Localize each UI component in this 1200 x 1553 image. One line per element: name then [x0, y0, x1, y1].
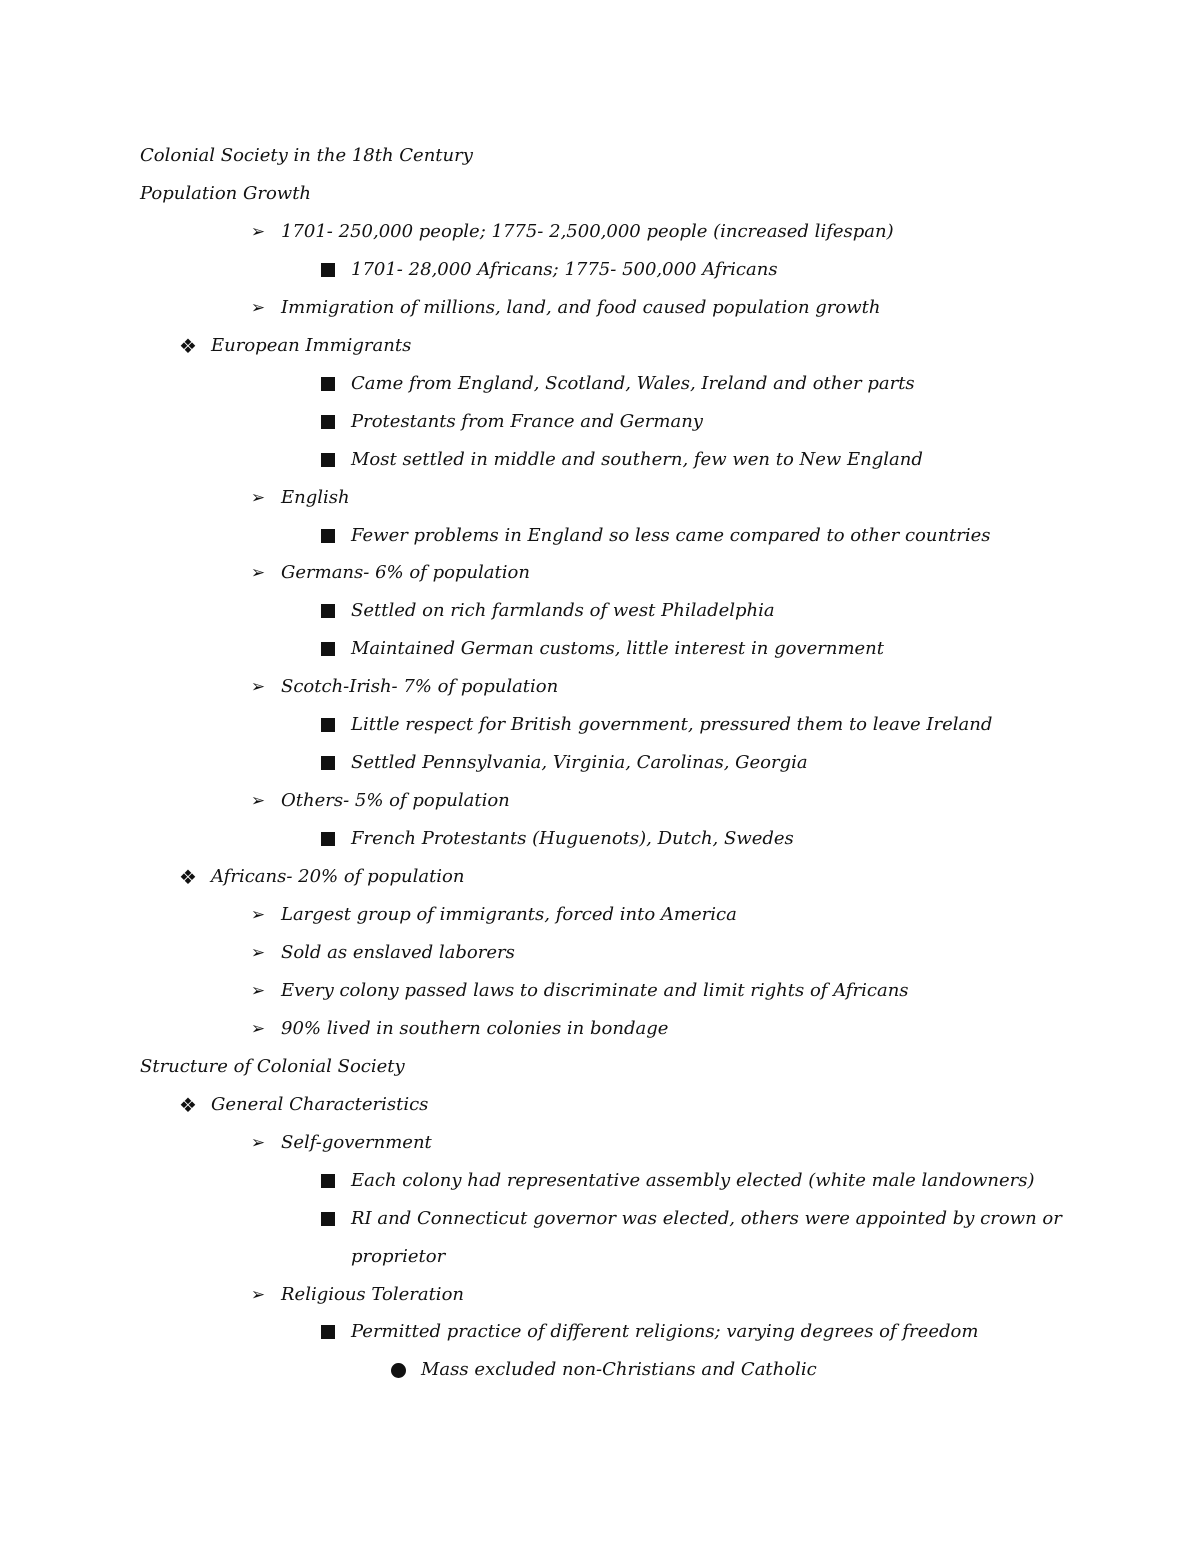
outline-text: European Immigrants [211, 334, 412, 356]
outline-line [0, 479, 1200, 517]
outline-text: English [281, 486, 350, 508]
outline-text: General Characteristics [211, 1093, 429, 1115]
outline-line [0, 441, 1200, 479]
square-bullet-icon [316, 1162, 340, 1200]
outline-text: Self-government [281, 1131, 432, 1153]
outline-line [0, 403, 1200, 441]
outline-line [0, 213, 1200, 251]
outline-text: Others- 5% of population [281, 790, 510, 812]
outline-line [0, 327, 1200, 365]
outline-line [0, 251, 1200, 289]
outline-line [0, 896, 1200, 934]
outline-text: Sold as enslaved laborers [281, 941, 515, 963]
outline-text: 1701- 28,000 Africans; 1775- 500,000 Africans [351, 258, 778, 280]
outline-line [0, 1200, 1200, 1238]
outline-text: French Protestants (Huguenots), Dutch, Swedes [351, 828, 794, 850]
square-bullet-icon [316, 441, 340, 479]
outline-text: Settled on rich farmlands of west Philadelphia [351, 600, 775, 622]
outline-text: Religious Toleration [281, 1283, 464, 1305]
outline-text: Colonial Society in the 18th Century [140, 145, 473, 166]
square-bullet-icon [316, 630, 340, 668]
outline-text: Each colony had representative assembly elected (white male landowners) [351, 1169, 1035, 1191]
diamond-bullet-icon: ❖ [179, 1092, 197, 1117]
arrow-bullet-icon: ➢ [250, 980, 266, 1001]
outline-text: Most settled in middle and southern, few wen to New England [351, 448, 923, 470]
outline-line [0, 858, 1200, 896]
outline-text: Little respect for British government, pressured them to leave Ireland [351, 714, 993, 736]
arrow-bullet-icon: ➢ [250, 221, 266, 242]
outline-text: Immigration of millions, land, and food caused population growth [281, 296, 881, 318]
outline-text: Every colony passed laws to discriminate and limit rights of Africans [281, 979, 909, 1001]
outline-line [0, 137, 1200, 175]
outline-text: RI and Connecticut governor was elected, others were appointed by crown or [351, 1207, 1062, 1229]
outline-text: 90% lived in southern colonies in bondage [281, 1017, 669, 1039]
square-bullet-icon [316, 1200, 340, 1238]
outline-text: 1701- 250,000 people; 1775- 2,500,000 people (increased lifespan) [281, 220, 894, 242]
square-bullet-icon [316, 1313, 340, 1351]
outline-line [0, 1238, 1200, 1276]
arrow-bullet-icon: ➢ [250, 677, 266, 698]
outline-text: Population Growth [140, 182, 312, 204]
outline-text: Protestants from France and Germany [351, 410, 703, 432]
outline-line [0, 365, 1200, 403]
outline-text: Africans- 20% of population [211, 866, 465, 888]
outline-line [0, 1086, 1200, 1124]
outline-line [0, 1276, 1200, 1314]
diamond-bullet-icon: ❖ [179, 333, 197, 358]
outline-line [0, 1010, 1200, 1048]
diamond-bullet-icon: ❖ [179, 865, 197, 890]
outline-line [0, 630, 1200, 668]
outline-text: Fewer problems in England so less came compared to other countries [351, 524, 991, 546]
outline-line [0, 289, 1200, 327]
square-bullet-icon [316, 706, 340, 744]
outline-line [0, 1351, 1200, 1389]
outline-line [0, 668, 1200, 706]
outline-text: proprietor [351, 1245, 446, 1267]
square-bullet-icon [316, 403, 340, 441]
square-bullet-icon [316, 820, 340, 858]
square-bullet-icon [316, 365, 340, 403]
outline-text: Came from England, Scotland, Wales, Ireland and other parts [351, 372, 915, 394]
outline-text: Scotch-Irish- 7% of population [281, 676, 559, 698]
outline-line [0, 1124, 1200, 1162]
circle-bullet-icon [386, 1351, 410, 1389]
outline-line [0, 517, 1200, 555]
outline-line [0, 934, 1200, 972]
outline-line [0, 972, 1200, 1010]
outline-line [0, 592, 1200, 630]
outline-text: Settled Pennsylvania, Virginia, Carolinas, Georgia [351, 752, 808, 774]
arrow-bullet-icon: ➢ [250, 942, 266, 963]
outline-line [0, 744, 1200, 782]
outline-text: Permitted practice of different religions; varying degrees of freedom [351, 1321, 979, 1343]
arrow-bullet-icon: ➢ [250, 1018, 266, 1039]
square-bullet-icon [316, 744, 340, 782]
outline-text: Maintained German customs, little interest in government [351, 638, 884, 660]
square-bullet-icon [316, 592, 340, 630]
outline-text: Mass excluded non-Christians and Catholic [421, 1359, 817, 1381]
square-bullet-icon [316, 251, 340, 289]
arrow-bullet-icon: ➢ [250, 791, 266, 812]
outline-text: Germans- 6% of population [281, 562, 530, 584]
outline-line [0, 554, 1200, 592]
arrow-bullet-icon: ➢ [250, 1284, 266, 1305]
square-bullet-icon [316, 517, 340, 555]
outline-line [0, 820, 1200, 858]
arrow-bullet-icon: ➢ [250, 297, 266, 318]
outline-line [0, 1162, 1200, 1200]
arrow-bullet-icon: ➢ [250, 563, 266, 584]
outline-line [0, 782, 1200, 820]
arrow-bullet-icon: ➢ [250, 1132, 266, 1153]
outline-line [0, 1048, 1200, 1086]
outline-line [0, 706, 1200, 744]
arrow-bullet-icon: ➢ [250, 905, 266, 925]
arrow-bullet-icon: ➢ [250, 487, 266, 508]
outline-line [0, 175, 1200, 213]
outline-line [0, 1313, 1200, 1351]
outline-text: Largest group of immigrants, forced into America [281, 904, 737, 925]
outline-text: Structure of Colonial Society [140, 1055, 405, 1077]
